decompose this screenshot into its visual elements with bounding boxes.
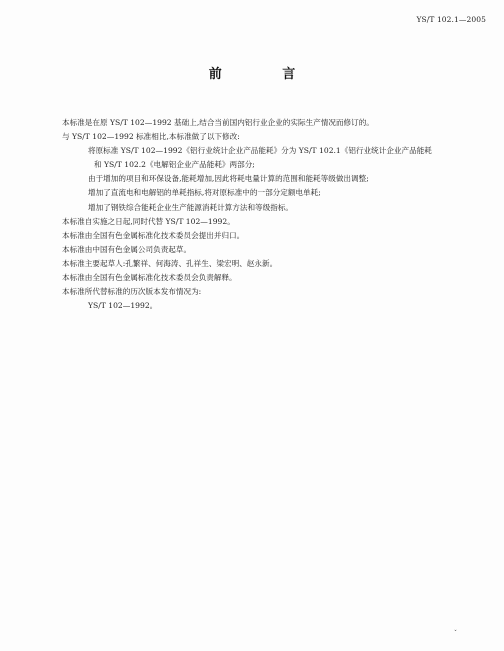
paragraph-drafter: 本标准由中国有色金属公司负责起草。 bbox=[62, 244, 192, 254]
standard-code-header: YS/T 102.1—2005 bbox=[416, 15, 486, 24]
paragraph-interpreter: 本标准由全国有色金属标准化技术委员会负责解释。 bbox=[62, 273, 237, 283]
list-item: 将原标准 YS/T 102—1992《铝行业统计企业产品能耗》分为 YS/T 102.1《铝行业统计企业产品能耗 bbox=[88, 146, 432, 156]
list-item: 由于增加的项目和环保设备,能耗增加,因此将耗电量计算的范围和能耗等级做出调整; bbox=[88, 174, 369, 184]
paragraph-proposer: 本标准由全国有色金属标准化技术委员会提出并归口。 bbox=[62, 230, 245, 240]
foreword-body bbox=[62, 116, 482, 313]
list-item-continuation: 和 YS/T 102.2《电解铝企业产品能耗》两部分; bbox=[94, 160, 255, 170]
history-item: YS/T 102—1992。 bbox=[88, 301, 158, 311]
paragraph-history: 本标准所代替标准的历次版本发布情况为: bbox=[62, 287, 202, 297]
paragraph-comparison: 与 YS/T 102—1992 标准相比,本标准做了以下修改: bbox=[62, 132, 240, 142]
page-corner-mark: ˇ bbox=[454, 630, 457, 637]
paragraph-replacement: 本标准自实施之日起,同时代替 YS/T 102—1992。 bbox=[62, 216, 235, 226]
paragraph-intro: 本标准是在原 YS/T 102—1992 基础上,结合当前国内铝行业企业的实际生产情况而修订的。 bbox=[62, 118, 374, 127]
page-title: 前 言 bbox=[208, 67, 324, 82]
list-item: 增加了钢铁综合能耗企业生产能源消耗计算方法和等级指标。 bbox=[88, 202, 294, 212]
paragraph-authors: 本标准主要起草人:孔繁祥、何海涛、孔祥生、梁宏明、赵永新。 bbox=[62, 258, 278, 268]
list-item: 增加了直流电和电解铝的单耗指标,将对原标准中的一部分定额电单耗; bbox=[88, 188, 321, 198]
